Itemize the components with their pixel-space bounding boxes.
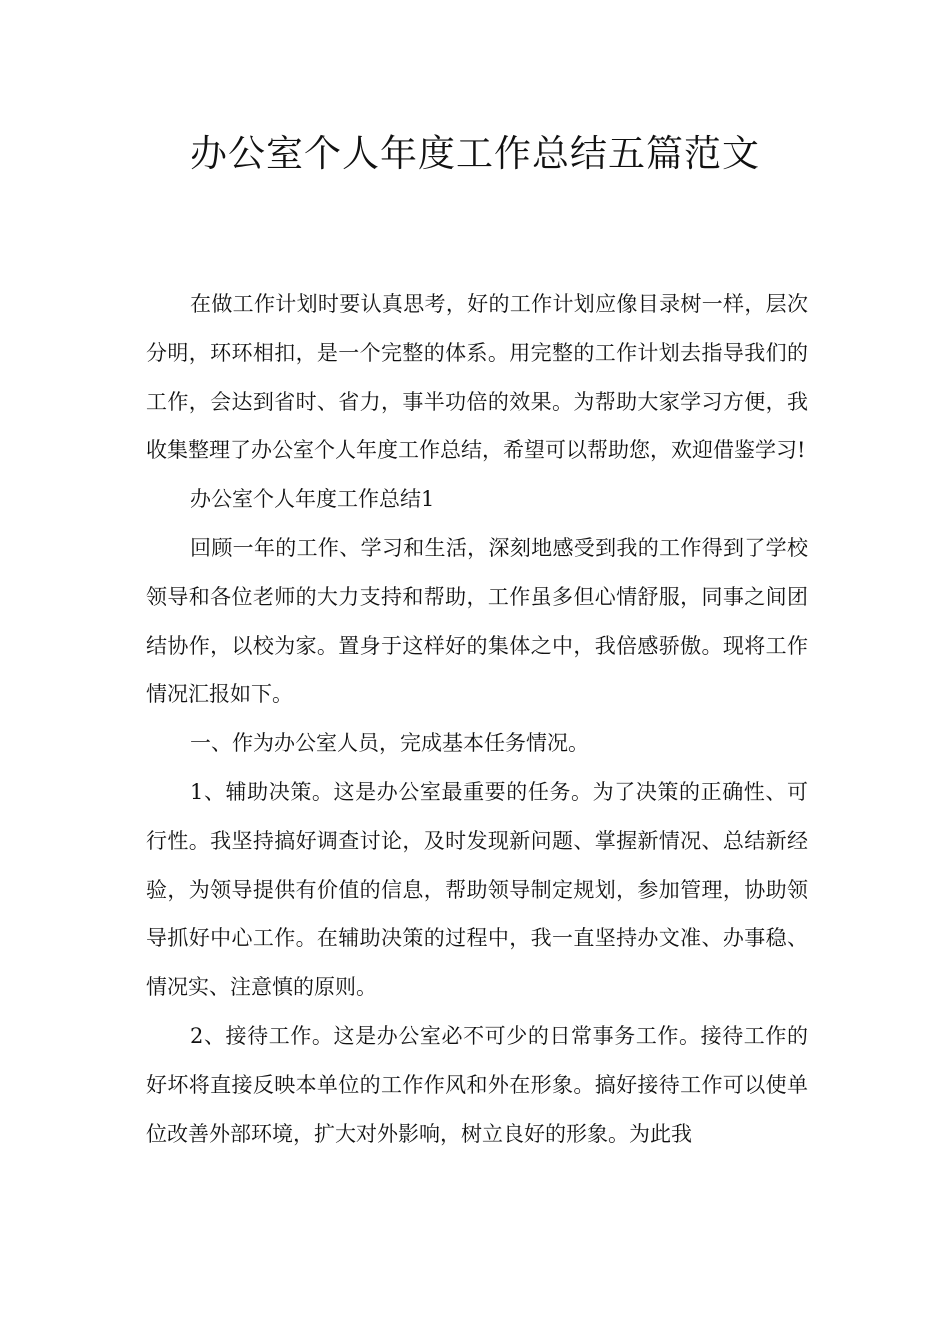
- section-heading-part-1: 一、作为办公室人员，完成基本任务情况。: [190, 731, 589, 756]
- intro-paragraph: 在做工作计划时要认真思考，好的工作计划应像目录树一样，层次分明，环环相扣，是一个完整的体系。用完整的工作计划去指导我们的工作，会达到省时、省力，事半功倍的效果。为帮助大家学习方便，我收集整理了办公室个人年度工作总结，希望可以帮助您，欢迎借鉴学习!: [146, 292, 808, 463]
- item-paragraph-1: 1、辅助决策。这是办公室最重要的任务。为了决策的正确性、可行性。我坚持搞好调查讨论，及时发现新问题、掌握新情况、总结新经验，为领导提供有价值的信息，帮助领导制定规划，参加管理，协助领导抓好中心工作。在辅助决策的过程中，我一直坚持办文准、办事稳、情况实、注意慎的原则。: [146, 779, 808, 1000]
- document-body: [146, 280, 808, 1158]
- section-heading-1: 办公室个人年度工作总结1: [190, 487, 435, 512]
- item-paragraph-2: 2、接待工作。这是办公室必不可少的日常事务工作。接待工作的好坏将直接反映本单位的工作作风和外在形象。搞好接待工作可以使单位改善外部环境，扩大对外影响，树立良好的形象。为此我: [146, 1023, 808, 1146]
- document-title: 办公室个人年度工作总结五篇范文: [190, 132, 760, 175]
- review-paragraph: 回顾一年的工作、学习和生活，深刻地感受到我的工作得到了学校领导和各位老师的大力支持和帮助，工作虽多但心情舒服，同事之间团结协作，以校为家。置身于这样好的集体之中，我倍感骄傲。现将工作情况汇报如下。: [146, 535, 808, 707]
